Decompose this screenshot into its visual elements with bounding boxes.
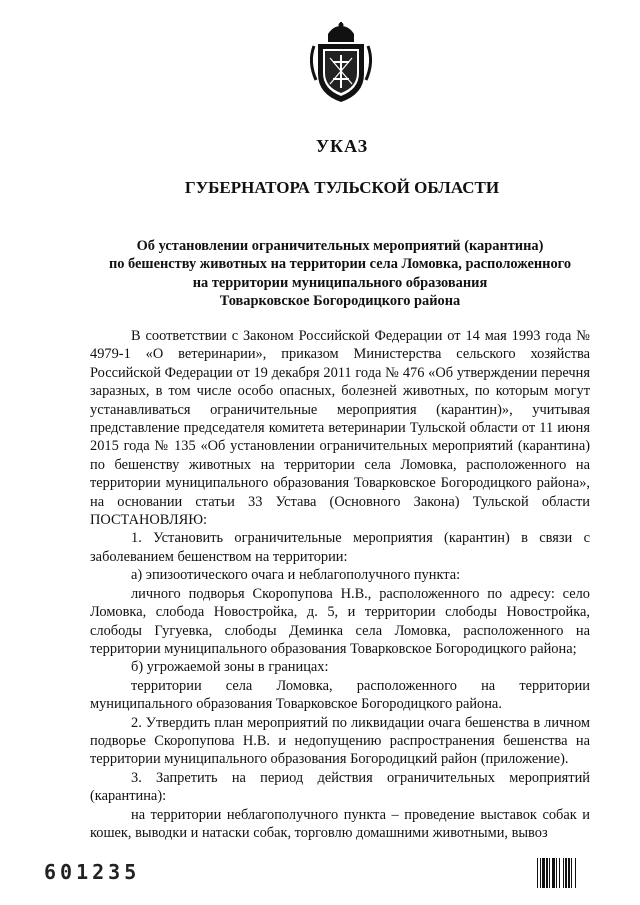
item-1a-heading: а) эпизоотического очага и неблагополучного пункта: bbox=[131, 567, 461, 584]
item-3-paragraph: 3. Запретить на период действия ограничительных мероприятий (карантина): bbox=[90, 769, 590, 805]
subject-line: по бешенству животных на территории села Ломовка, расположенного bbox=[108, 256, 572, 273]
tula-coat-of-arms-icon bbox=[306, 22, 376, 104]
item-1-paragraph: 1. Установить ограничительные мероприятия (карантин) в связи с заболеванием бешенством на территории: bbox=[90, 530, 590, 565]
item-1b-heading: б) угрожаемой зоны в границах: bbox=[131, 659, 329, 676]
item-1a-paragraph: личного подворья Скоропупова Н.В., расположенного по адресу: село Ломовка, слобода Новостройка, д. 5, и территории слободы Новостройка, слободы Гугуевка, слободы Деминка села Ломовка, расположенного на территории муниципального образования Товарковское Богородицкого района; bbox=[90, 585, 590, 657]
item-1b-paragraph: территории села Ломовка, расположенного на территории муниципального образования Товарковское Богородицкого района. bbox=[90, 677, 590, 713]
subject-line: на территории муниципального образования bbox=[192, 274, 488, 291]
preamble-paragraph: В соответствии с Законом Российской Федерации от 14 мая 1993 года № 4979-1 «О ветеринарии», приказом Министерства сельского хозяйства Российской Федерации от 19 декабря 2011 года № 476 «Об утверждении перечня заразных, в том числе особо опасных, болезней животных, по которым могут устанавливаться ограничительные мероприятия (карантин)», учитывая представление председателя комитета ветеринарии Тульской области от 11 июня 2015 года № 135 «Об установлении ограничительных мероприятий (карантина) по бешенству животных на территории села Ломовка, расположенного на территории муниципального образования Товарковское Богородицкого района», на основании статьи 33 Устава (Основного Закона) Тульской области ПОСТАНОВЛЯЮ: bbox=[90, 328, 590, 529]
document-serial-number: 601235 bbox=[44, 860, 141, 884]
decree-subject bbox=[90, 237, 590, 311]
subject-line: Товарковское Богородицкого района bbox=[219, 293, 461, 310]
item-3-text-paragraph: на территории неблагополучного пункта – проведение выставок собак и кошек, выводки и натаски собак, торговлю домашними животными, вывоз bbox=[90, 806, 590, 841]
issuing-authority-title: ГУБЕРНАТОРА ТУЛЬСКОЙ ОБЛАСТИ bbox=[184, 178, 500, 197]
document-type-title: УКАЗ bbox=[315, 136, 369, 156]
item-2-paragraph: 2. Утвердить план мероприятий по ликвидации очага бешенства в личном подворье Скоропупова Н.В. и недопущению распространения бешенства на территории муниципального образования Богородицкий район (приложение). bbox=[90, 714, 590, 768]
barcode-icon bbox=[537, 858, 597, 888]
subject-line: Об установлении ограничительных мероприятий (карантина) bbox=[136, 238, 544, 254]
decree-body bbox=[90, 327, 590, 842]
